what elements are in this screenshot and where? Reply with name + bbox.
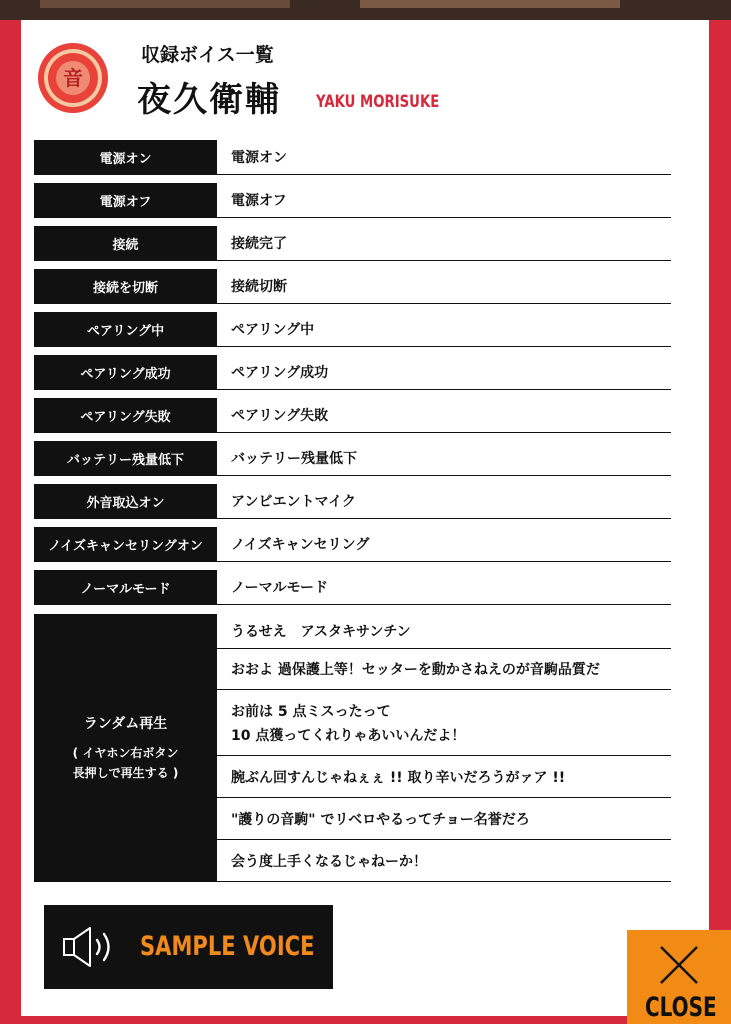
random-voice-line[interactable] [217,614,671,649]
background-strip [0,0,731,20]
character-name-roman: YAKU MORISUKE [316,92,440,112]
voice-line: ノーマルモード [217,570,671,605]
voice-label: 電源オフ [34,183,217,218]
voice-line: ノイズキャンセリング [217,527,671,562]
random-voice-text: お前は 5 点ミスったって [231,703,391,720]
close-icon [658,944,700,986]
random-voice-line[interactable] [217,798,671,840]
random-voice-text: 会う度上手くなるじゃねーか！ [231,853,427,870]
voice-line: 接続切断 [217,269,671,304]
voice-line: ペアリング中 [217,312,671,347]
random-voice-line[interactable] [217,756,671,798]
sample-voice-label: SAMPLE VOICE [140,931,315,962]
school-crest-icon [37,42,109,114]
voice-line: ペアリング失敗 [217,398,671,433]
voice-label: 外音取込オン [34,484,217,519]
speaker-icon [62,925,120,969]
random-voice-text: "護りの音駒" でリベロやるってチョー名誉だろ [231,811,530,828]
voice-label: 接続を切断 [34,269,217,304]
random-voice-text: うるせえ アスタキサンチン [231,624,411,640]
sample-voice-button[interactable] [44,905,333,989]
random-voice-label: ランダム再生 ( イヤホン右ボタン 長押しで再生する ) [34,614,217,882]
voice-line: バッテリー残量低下 [217,441,671,476]
page-subtitle: 収録ボイス一覧 [141,44,274,66]
voice-line: アンビエントマイク [217,484,671,519]
voice-label: 接続 [34,226,217,261]
random-voice-text: 腕ぶん回すんじゃねぇぇ !! 取り辛いだろうがァア !! [231,769,566,786]
random-voice-line[interactable] [217,649,671,690]
character-name: 夜久衛輔 [137,80,281,120]
voice-label: バッテリー残量低下 [34,441,217,476]
random-voice-group [34,614,671,882]
voice-label: ノーマルモード [34,570,217,605]
random-voice-line[interactable] [217,690,671,756]
voice-line: 接続完了 [217,226,671,261]
voice-label: ノイズキャンセリングオン [34,527,217,562]
voice-label: 電源オン [34,140,217,175]
random-voice-text: 10 点獲ってくれりゃあいいんだよ！ [231,727,466,744]
random-voice-line[interactable] [217,840,671,882]
voice-label: ペアリング失敗 [34,398,217,433]
random-voice-text: おおよ 過保護上等！セッターを動かさねえのが音駒品質だ [231,662,600,678]
voice-line: 電源オン [217,140,671,175]
voice-label: ペアリング中 [34,312,217,347]
voice-line: ペアリング成功 [217,355,671,390]
voice-line: 電源オフ [217,183,671,218]
svg-text:音: 音 [63,66,83,90]
voice-list-modal [21,20,709,1016]
voice-label: ペアリング成功 [34,355,217,390]
close-label: CLOSE [645,992,717,1023]
close-button[interactable] [627,930,731,1024]
